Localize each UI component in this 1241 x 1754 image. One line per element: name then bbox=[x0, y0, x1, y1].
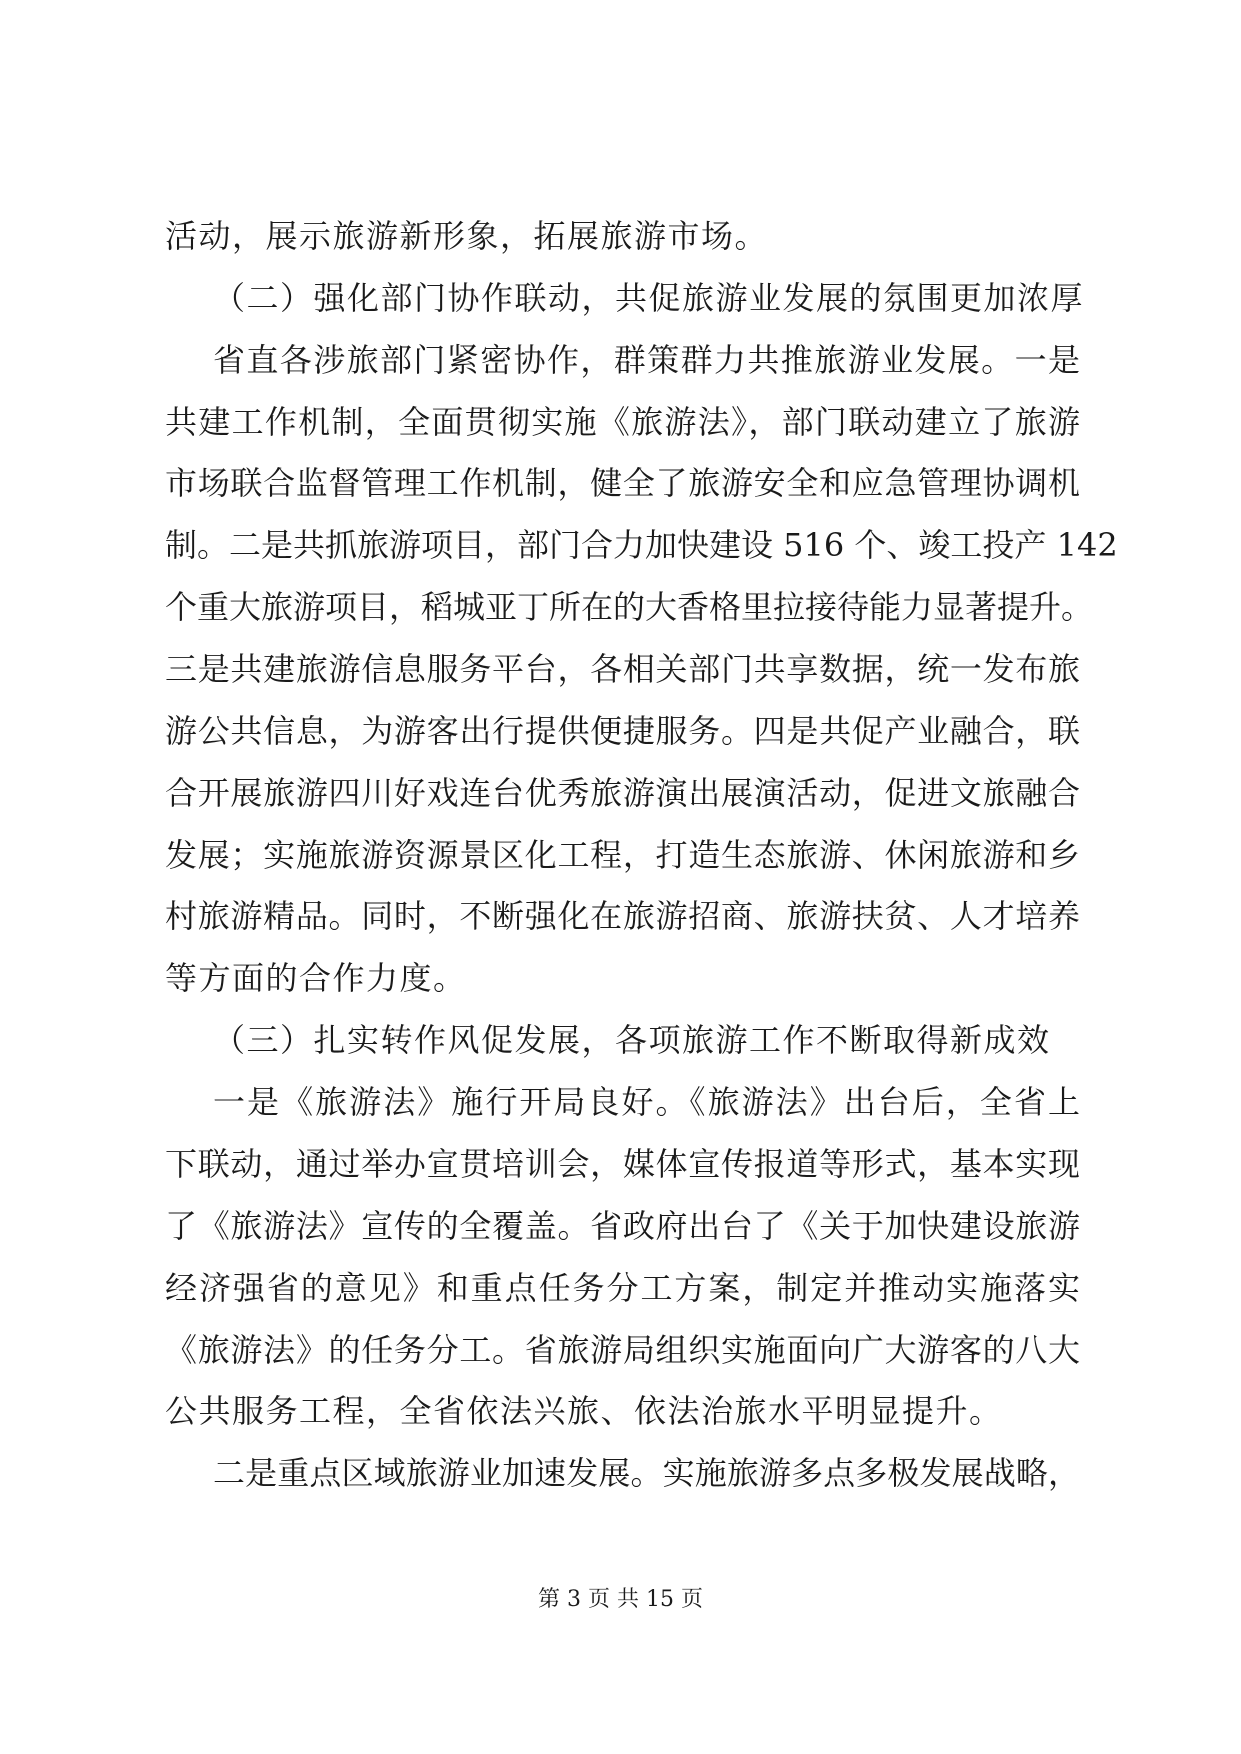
text-line: 活动，展示旅游新形象，拓展旅游市场。 bbox=[165, 217, 769, 255]
text-line: 一是《旅游法》施行开局良好。《旅游法》出台后，全省上 bbox=[213, 1083, 1080, 1121]
text-line: 个重大旅游项目，稻城亚丁所在的大香格里拉接待能力显著提升。 bbox=[165, 588, 1094, 626]
text-line: 市场联合监督管理工作机制，健全了旅游安全和应急管理协调机 bbox=[165, 464, 1080, 502]
text-line: 下联动，通过举办宣贯培训会，媒体宣传报道等形式，基本实现 bbox=[165, 1145, 1080, 1183]
text-line: 经济强省的意见》和重点任务分工方案，制定并推动实施落实 bbox=[165, 1269, 1080, 1307]
text-line: 省直各涉旅部门紧密协作，群策群力共推旅游业发展。一是 bbox=[213, 341, 1080, 379]
text-line: 共建工作机制，全面贯彻实施《旅游法》，部门联动建立了旅游 bbox=[165, 403, 1080, 441]
text-line: 等方面的合作力度。 bbox=[165, 959, 467, 997]
section-heading: （三）扎实转作风促发展，各项旅游工作不断取得新成效 bbox=[213, 1021, 1051, 1059]
text-line: 制。二是共抓旅游项目，部门合力加快建设 516 个、竣工投产 142 bbox=[165, 526, 1118, 564]
text-line: 二是重点区域旅游业加速发展。实施旅游多点多极发展战略， bbox=[213, 1454, 1080, 1492]
text-line: 了《旅游法》宣传的全覆盖。省政府出台了《关于加快建设旅游 bbox=[165, 1207, 1080, 1245]
text-line: 发展；实施旅游资源景区化工程，打造生态旅游、休闲旅游和乡 bbox=[165, 836, 1080, 874]
text-line: 三是共建旅游信息服务平台，各相关部门共享数据，统一发布旅 bbox=[165, 650, 1080, 688]
text-line: 合开展旅游四川好戏连台优秀旅游演出展演活动，促进文旅融合 bbox=[165, 774, 1080, 812]
text-line: 公共服务工程，全省依法兴旅、依法治旅水平明显提升。 bbox=[165, 1392, 1003, 1430]
page-number-footer: 第 3 页 共 15 页 bbox=[538, 1587, 703, 1612]
text-line: 游公共信息，为游客出行提供便捷服务。四是共促产业融合，联 bbox=[165, 712, 1080, 750]
text-line: 《旅游法》的任务分工。省旅游局组织实施面向广大游客的八大 bbox=[165, 1331, 1080, 1369]
text-line: 村旅游精品。同时，不断强化在旅游招商、旅游扶贫、人才培养 bbox=[165, 897, 1080, 935]
section-heading: （二）强化部门协作联动，共促旅游业发展的氛围更加浓厚 bbox=[213, 279, 1085, 317]
